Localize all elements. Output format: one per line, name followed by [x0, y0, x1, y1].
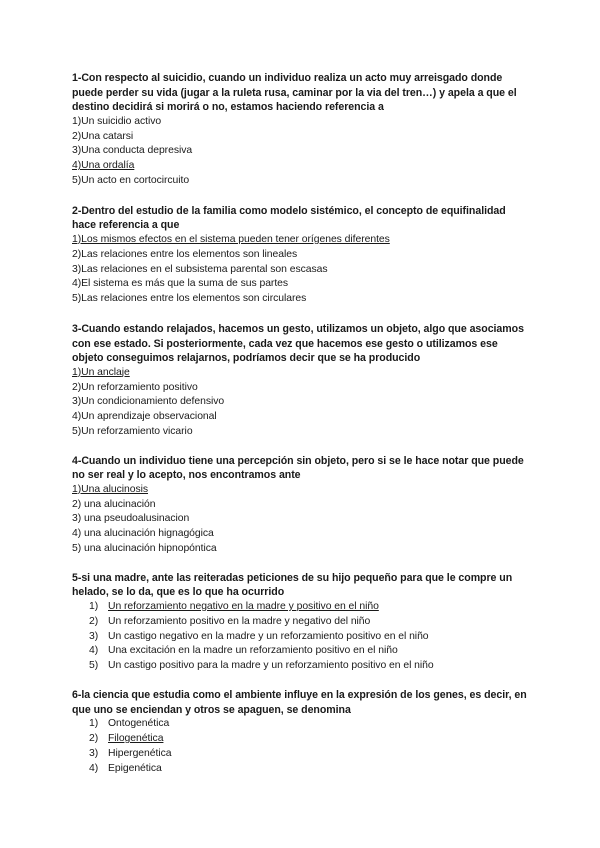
- question-4: [72, 454, 532, 557]
- answer-option: 4)El sistema es más que la suma de sus partes: [72, 278, 289, 290]
- option-number: 2): [89, 733, 99, 745]
- option-text: Un reforzamiento positivo en la madre y negativo del niño: [108, 615, 371, 627]
- answer-option-marked: 1)Un anclaje: [72, 366, 130, 378]
- option-text: Un reforzamiento negativo en la madre y positivo en el niño: [108, 601, 379, 613]
- option-text: Un castigo positivo para la madre y un reforzamiento positivo en el niño: [108, 660, 434, 672]
- option-text: Una excitación en la madre un reforzamiento positivo en el niño: [108, 645, 398, 657]
- answer-option-marked: 1)Los mismos efectos en el sistema pueden tener orígenes diferentes: [72, 233, 390, 245]
- option-number: 3): [89, 747, 99, 759]
- option-number: 2): [89, 615, 99, 627]
- question-6: [72, 688, 532, 776]
- question-2: [72, 204, 532, 307]
- answer-option: [72, 659, 532, 674]
- answer-option: 3)Una conducta depresiva: [72, 145, 193, 157]
- answer-option: 5)Un reforzamiento vicario: [72, 425, 193, 437]
- answer-option: 3)Las relaciones en el subsistema parental son escasas: [72, 263, 328, 275]
- answer-option-marked: 4)Una ordalía: [72, 160, 135, 172]
- answer-option: 2)Las relaciones entre los elementos son lineales: [72, 248, 298, 260]
- answer-option: 5)Las relaciones entre los elementos son circulares: [72, 293, 307, 305]
- option-text: Filogenética: [108, 733, 164, 745]
- answer-option: 5)Un acto en cortocircuito: [72, 174, 190, 186]
- question-5: [72, 571, 532, 674]
- option-number: 5): [89, 660, 99, 672]
- answer-option: 2) una alucinación: [72, 498, 156, 510]
- option-number: 1): [89, 718, 99, 730]
- exam-document: [72, 71, 532, 790]
- question-stem: 5-si una madre, ante las reiteradas peticiones de su hijo pequeño para que le compre un helado, se lo da, que es lo que ha ocurrido: [72, 571, 513, 599]
- question-stem: 4-Cuando un individuo tiene una percepción sin objeto, pero si se le hace notar que puede no ser real y lo acepto, nos encontramos ante: [72, 454, 524, 482]
- answer-option-marked: [72, 732, 532, 747]
- option-text: Ontogenética: [108, 718, 170, 730]
- answer-option: 3)Un condicionamiento defensivo: [72, 396, 225, 408]
- answer-option: [72, 762, 532, 777]
- answer-option: 1)Un suicidio activo: [72, 115, 162, 127]
- question-stem: 2-Dentro del estudio de la familia como modelo sistémico, el concepto de equifinalidad hace referencia a que: [72, 204, 506, 232]
- answer-option-marked: [72, 600, 532, 615]
- answer-option: 4) una alucinación hignagógica: [72, 528, 214, 540]
- question-3: [72, 322, 532, 440]
- answer-option: 3) una pseudoalusinacion: [72, 513, 190, 525]
- answer-option-marked: 1)Una alucinosis: [72, 483, 149, 495]
- option-number: 1): [89, 601, 99, 613]
- option-text: Un castigo negativo en la madre y un reforzamiento positivo en el niño: [108, 630, 429, 642]
- option-number: 4): [89, 762, 99, 774]
- option-text: Hipergenética: [108, 747, 172, 759]
- answer-option: 2)Una catarsi: [72, 130, 134, 142]
- question-1: [72, 71, 532, 189]
- question-stem: 6-la ciencia que estudia como el ambiente influye en la expresión de los genes, es decir, en que uno se enciendan y otros se apaguen, se denomina: [72, 689, 527, 716]
- answer-option: 2)Un reforzamiento positivo: [72, 381, 198, 393]
- answer-option: 5) una alucinación hipnopóntica: [72, 543, 217, 555]
- answer-option: [72, 630, 532, 645]
- answer-option: [72, 615, 532, 630]
- question-stem: 3-Cuando estando relajados, hacemos un gesto, utilizamos un objeto, algo que asociamos con ese estado. Si posteriormente, cada vez que hacemos ese gesto o utilizamos ese objeto conseguimos relajarnos, podríamos decir que se ha producido: [72, 322, 524, 365]
- answer-option: 4)Un aprendizaje observacional: [72, 411, 217, 423]
- option-text: Epigenética: [108, 762, 162, 774]
- answer-option: [72, 717, 532, 732]
- option-number: 4): [89, 645, 99, 657]
- answer-option: [72, 644, 532, 659]
- answer-option: [72, 747, 532, 762]
- option-number: 3): [89, 630, 99, 642]
- question-stem: 1-Con respecto al suicidio, cuando un individuo realiza un acto muy arreisgado donde puede perder su vida (jugar a la ruleta rusa, caminar por la via del tren…) y apela a que el destino decidirá si morirá o no, estamos haciendo referencia a: [72, 72, 517, 114]
